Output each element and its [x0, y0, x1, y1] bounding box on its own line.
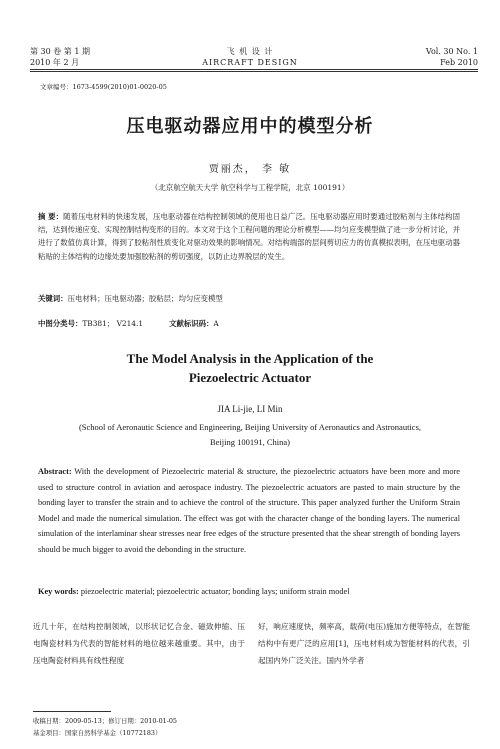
title-en-line2: Piezoelectric Actuator	[188, 370, 312, 385]
keywords-en-text: piezoelectric material; piezoelectric actuator; bonding lays; uniform strain model	[80, 587, 350, 596]
abstract-cn-text: 随着压电材料的快速发展，压电驱动器在结构控制领域的使用也日益广泛。压电驱动器应用时要通过胶粘剂与主体结构固结，达到传递应变、实现控制结构变形的目的。本文对于这个工程问题的理论分析模型——均匀应变模型做了进一步分析讨论，并进行了数值仿真计算，得到了胶粘剂性质变化对驱动效果的影响情况。对结构端部的层间剪切应力的仿真模拟表明，在压电驱动器粘贴的主体结构的边缘处要加强胶粘剂的剪切强度，以防止边界脱层的发生。	[38, 212, 460, 261]
abstract-en-label: Abstract:	[38, 467, 72, 476]
affiliation-en-line2: Beijing 100191, China)	[209, 437, 291, 447]
clc-label: 中图分类号：	[38, 319, 83, 328]
footnote-received: 收稿日期：2009-05-13；修订日期：2010-01-05	[33, 717, 177, 725]
volume-issue: 第 30 卷 第 1 期	[30, 47, 90, 56]
doc-code-label: 文献标识码：	[169, 319, 214, 328]
abstract-en	[38, 464, 460, 557]
keywords-cn	[38, 293, 460, 304]
date-en: Feb 2010	[440, 58, 478, 67]
doc-code-value: A	[213, 319, 219, 328]
journal-name-cn: 飞 机 设 计	[226, 47, 274, 56]
journal-name-en: AIRCRAFT DESIGN	[202, 58, 298, 67]
classification	[38, 318, 227, 329]
authors-en: JIA Li-jie, LI Min	[217, 404, 283, 414]
clc-value: TB381； V214.1	[82, 319, 144, 328]
keywords-en-label: Key words:	[38, 587, 79, 596]
body-column-left: 近几十年，在结构控制领域，以形状记忆合金、磁致伸缩、压电陶瓷材料为代表的智能材料的地位越来越重要。其中，由于压电陶瓷材料具有线性程度	[33, 622, 245, 665]
title-en	[0, 349, 500, 387]
header-right	[426, 46, 478, 68]
year-month: 2010 年 2 月	[30, 58, 80, 67]
abstract-cn-label: 摘 要：	[38, 212, 64, 221]
footnote-rule	[33, 711, 111, 712]
header-rule-top	[30, 69, 478, 70]
affiliation-cn: （北京航空航天大学 航空科学与工程学院，北京 100191）	[150, 183, 350, 192]
volume-en: Vol. 30 No. 1	[425, 47, 478, 56]
affiliation-en	[40, 420, 460, 450]
abstract-cn	[38, 210, 460, 263]
abstract-en-text: With the development of Piezoelectric material & structure, the piezoelectric actuators have been more and more used to structure control in aviation and aerospace industry. The piezoelectric actuators are pasted to main structure by the bonding layer to transfer the strain and to achieve the control of the structure. This paper analyzed further the Uniform Strain Model and made the numerical simulation. The effect was got with the character change of the bonding layers. The numerical simulation of the interlaminar shear stresses near free edges of the structure presented that the shear strength of bonding layers should be much bigger to avoid the debonding in the structure.	[38, 467, 460, 554]
keywords-en	[38, 587, 460, 596]
keywords-cn-text: 压电材料；压电驱动器；胶粘层；均匀应变模型	[67, 294, 223, 303]
footnote-fund: 基金项目：国家自然科学基金（10772183）	[33, 729, 162, 737]
body-column-right: 好，响应速度快，频率高，载荷(电压)施加方便等特点，在智能结构中有更广泛的应用[1]，压电材料成为智能材料的代表，引起国内外广泛关注。国内外学者	[258, 622, 470, 665]
keywords-cn-label: 关键词：	[38, 294, 68, 303]
header-rule-bottom	[30, 71, 478, 72]
title-cn: 压电驱动器应用中的模型分析	[126, 116, 374, 137]
article-number: 文章编号：1673-4599(2010)01-0020-05	[40, 83, 167, 91]
authors-cn: 贾丽杰， 李 敏	[208, 164, 292, 175]
affiliation-en-line1: (School of Aeronautic Science and Engineering, Beijing University of Aeronautics and Astronautics,	[78, 422, 422, 432]
title-en-line1: The Model Analysis in the Application of the	[126, 351, 374, 366]
